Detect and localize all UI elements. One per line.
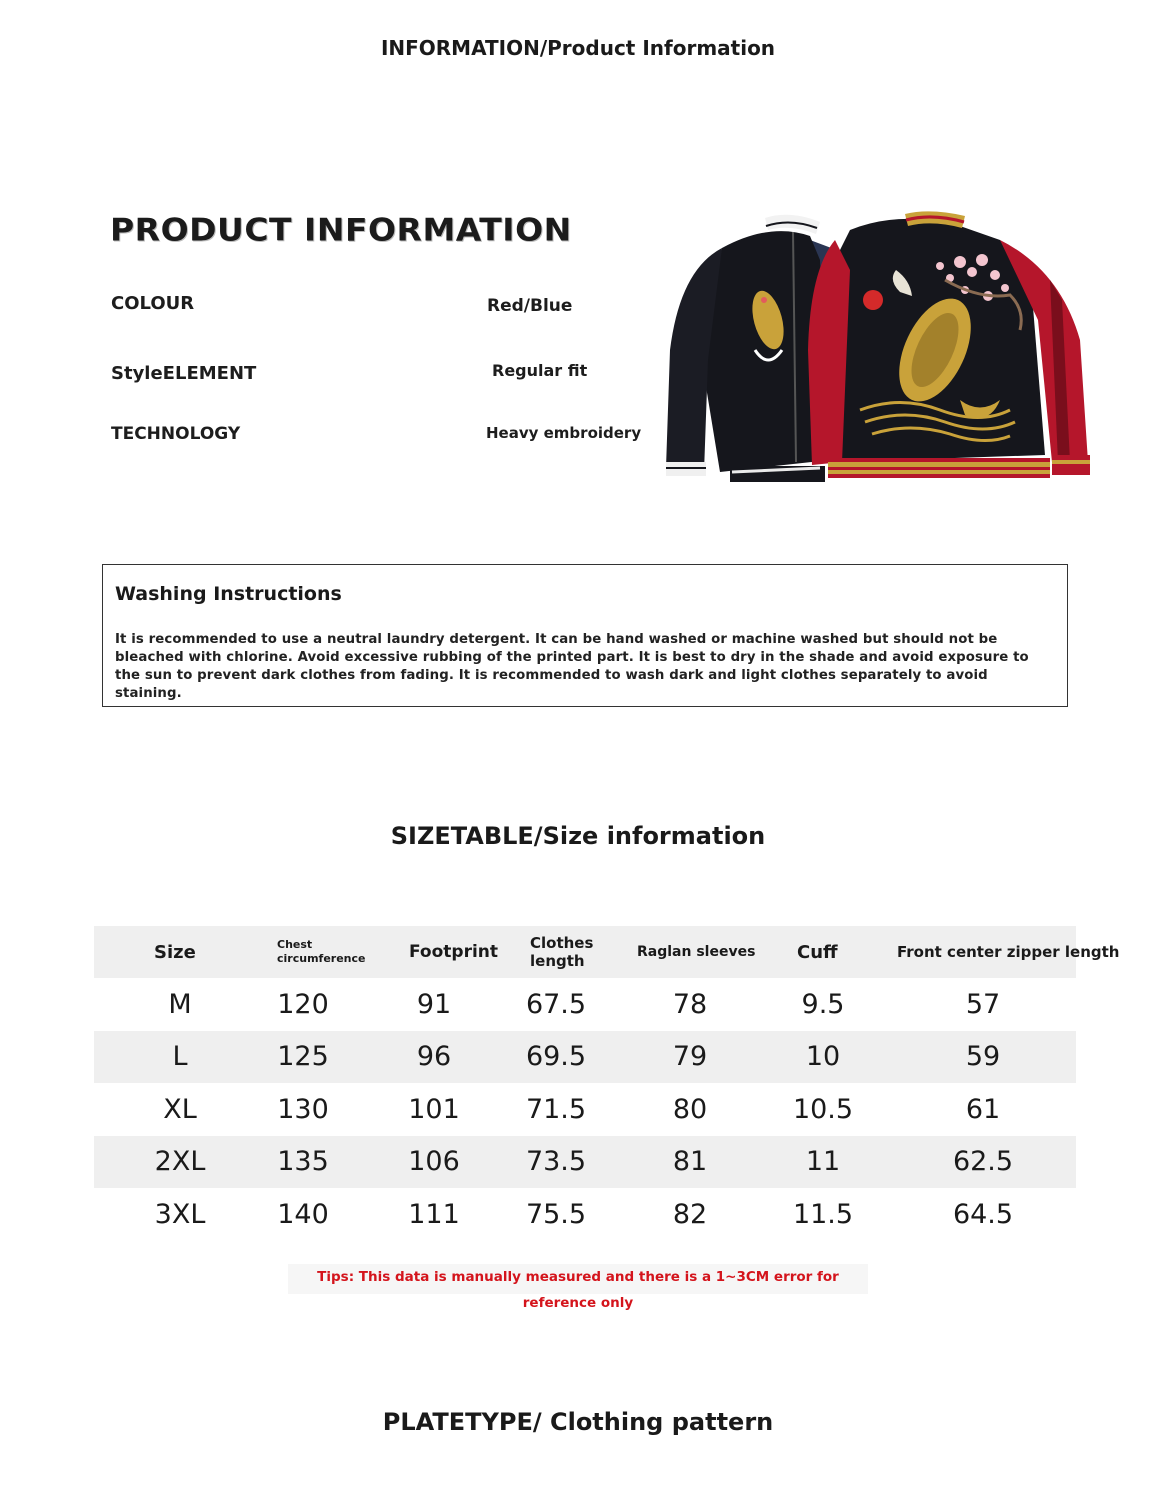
cell-zipper: 57 xyxy=(965,988,1001,1020)
cell-zipper: 62.5 xyxy=(952,1146,1014,1178)
cell-cuff: 9.5 xyxy=(801,988,845,1020)
cell-clothes-length: 75.5 xyxy=(525,1198,587,1230)
cell-zipper: 59 xyxy=(965,1041,1001,1073)
header-size: Size xyxy=(154,941,196,963)
cell-footprint: 101 xyxy=(408,1093,460,1125)
table-row xyxy=(94,1136,1076,1189)
table-row xyxy=(94,978,1076,1031)
style-value: Regular fit xyxy=(492,361,588,380)
cell-size: M xyxy=(168,988,192,1020)
cell-clothes-length: 71.5 xyxy=(525,1093,587,1125)
cell-footprint: 96 xyxy=(416,1041,452,1073)
cell-clothes-length: 69.5 xyxy=(525,1041,587,1073)
cell-raglan: 78 xyxy=(672,988,708,1020)
header-clothes-length: Clothes length xyxy=(530,934,594,970)
table-row xyxy=(94,1031,1076,1084)
style-label: StyleELEMENT xyxy=(111,363,257,384)
washing-text: It is recommended to use a neutral laundry detergent. It can be hand washed or machine washed but should not be bleached with chlorine. Avoid excessive rubbing of the printed part. It is best to dry in the shade and avoid exposure to the sun to prevent dark clothes from fading. It is recommended to wash dark and light clothes separately to avoid staining. xyxy=(115,632,1029,701)
washing-instructions-box xyxy=(102,564,1068,707)
cell-raglan: 81 xyxy=(672,1146,708,1178)
cell-clothes-length: 67.5 xyxy=(525,988,587,1020)
cell-footprint: 91 xyxy=(416,988,452,1020)
cell-zipper: 64.5 xyxy=(952,1198,1014,1230)
red-jacket xyxy=(808,211,1090,478)
cell-size: L xyxy=(172,1041,188,1073)
cell-cuff: 11 xyxy=(805,1146,841,1178)
cell-cuff: 10.5 xyxy=(792,1093,854,1125)
cell-clothes-length: 73.5 xyxy=(525,1146,587,1178)
size-table xyxy=(94,926,1120,1241)
cell-size: 3XL xyxy=(154,1198,206,1230)
cell-zipper: 61 xyxy=(965,1093,1001,1125)
header-footprint: Footprint xyxy=(409,942,499,962)
cell-raglan: 82 xyxy=(672,1198,708,1230)
cell-cuff: 11.5 xyxy=(792,1198,854,1230)
header-raglan: Raglan sleeves xyxy=(637,944,756,960)
cell-raglan: 79 xyxy=(672,1041,708,1073)
cell-size: 2XL xyxy=(154,1146,206,1178)
table-row xyxy=(94,1083,1076,1136)
technology-label: TECHNOLOGY xyxy=(111,424,241,444)
cell-chest: 135 xyxy=(277,1146,329,1178)
product-info-title: PRODUCT INFORMATION xyxy=(110,210,572,249)
clothing-pattern-heading: PLATETYPE/ Clothing pattern xyxy=(382,1408,774,1436)
size-table-heading: SIZETABLE/Size information xyxy=(390,822,766,850)
header-chest: Chest circumference xyxy=(277,938,366,965)
measurement-tips: Tips: This data is manually measured and there is a 1~3CM error for reference only xyxy=(288,1264,868,1294)
technology-value: Heavy embroidery xyxy=(486,424,642,442)
size-table-header xyxy=(94,926,1120,978)
table-row xyxy=(94,1188,1076,1241)
cell-chest: 130 xyxy=(277,1093,329,1125)
cell-chest: 140 xyxy=(277,1198,329,1230)
cell-cuff: 10 xyxy=(805,1041,841,1073)
jackets-product-image xyxy=(660,200,1110,510)
header-zipper: Front center zipper length xyxy=(897,943,1120,961)
cell-chest: 125 xyxy=(277,1041,329,1073)
page-heading: INFORMATION/Product Information xyxy=(380,36,776,60)
cell-chest: 120 xyxy=(277,988,329,1020)
colour-label: COLOUR xyxy=(111,293,195,314)
cell-footprint: 111 xyxy=(408,1198,460,1230)
header-cuff: Cuff xyxy=(797,941,838,963)
cell-footprint: 106 xyxy=(408,1146,460,1178)
colour-value: Red/Blue xyxy=(487,296,573,316)
cell-raglan: 80 xyxy=(672,1093,708,1125)
cell-size: XL xyxy=(163,1093,197,1125)
washing-title: Washing Instructions xyxy=(115,583,342,605)
